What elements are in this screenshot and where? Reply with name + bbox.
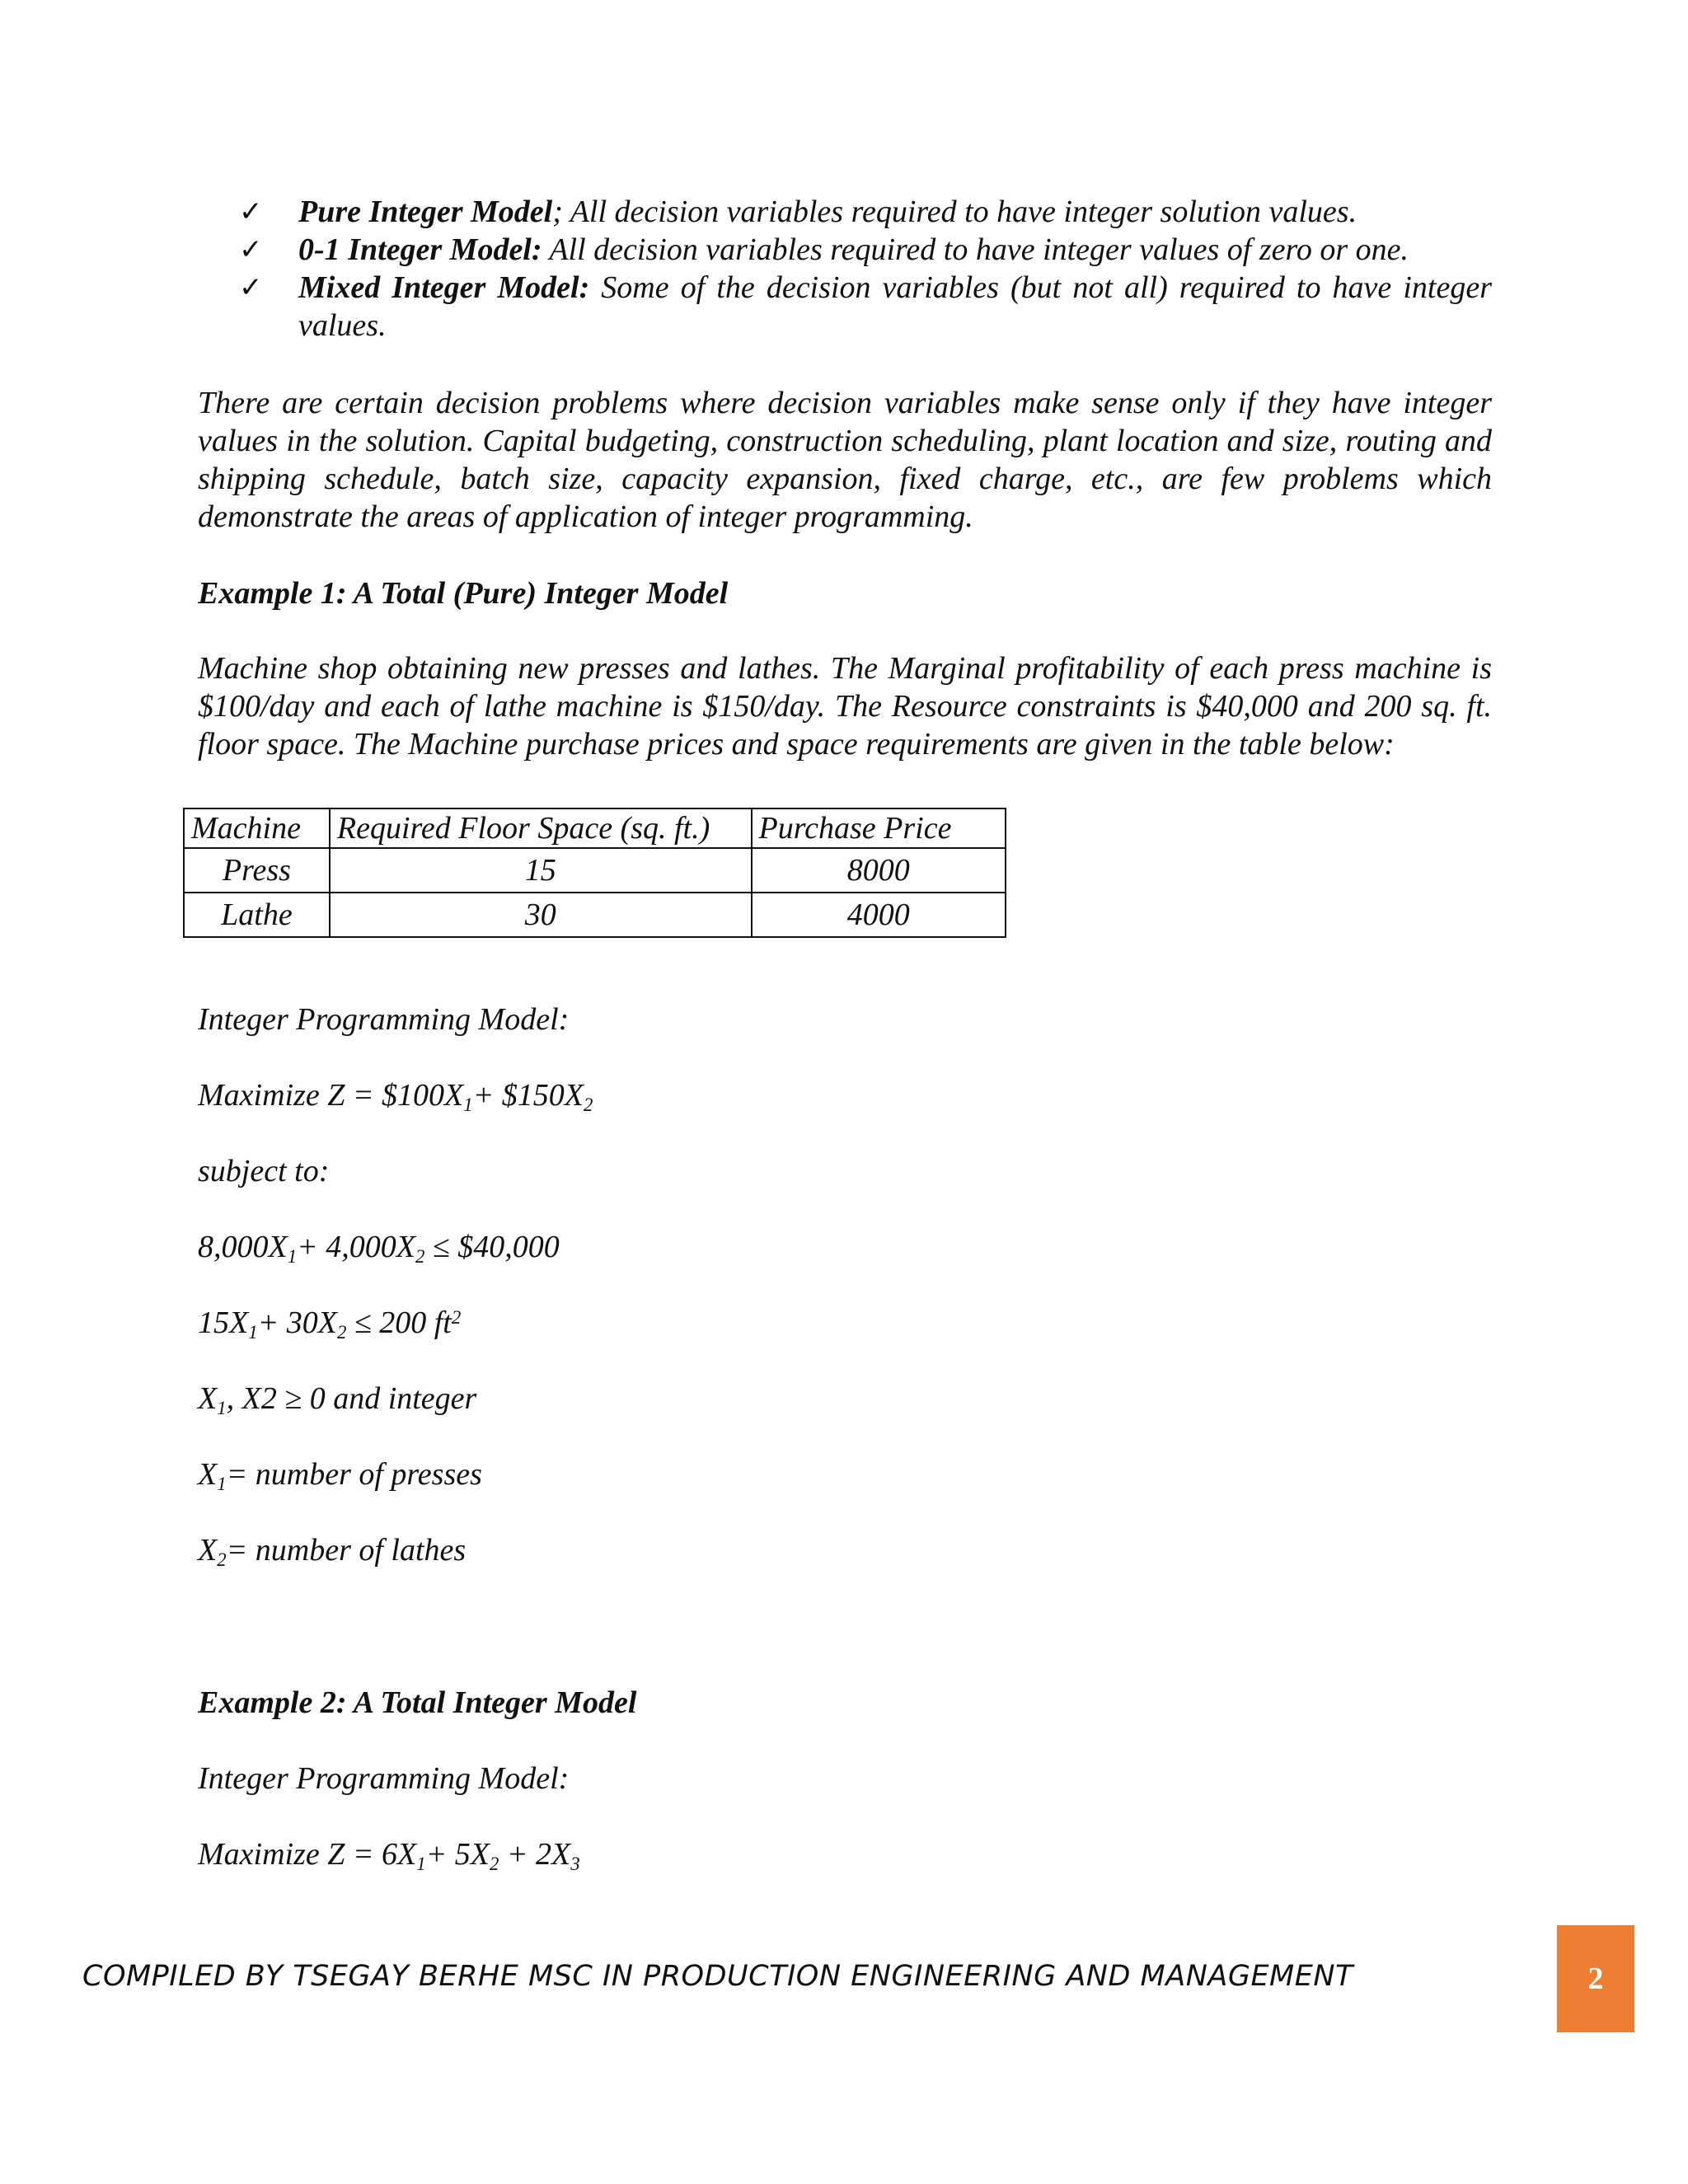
bullet-text: All decision variables required to have integer values of zero or one. xyxy=(542,232,1409,267)
list-item xyxy=(239,231,1492,269)
table-header-row xyxy=(184,808,1006,848)
table-cell: 4000 xyxy=(752,893,1006,937)
nonnegativity-constraint: $X_1$, X2 ≥ 0 and integer xyxy=(198,1381,477,1418)
page-number: 2 xyxy=(1557,1925,1634,2032)
budget-constraint: $8,000X_1+ 4,000X_2$ ≤ $40,000 xyxy=(198,1230,560,1267)
model-type-list xyxy=(239,193,1492,344)
table-row xyxy=(184,848,1006,893)
machine-table xyxy=(183,808,1006,938)
space-constraint: $15X_1+ 30X_2 \le 200$ $ft^2$ xyxy=(198,1305,462,1343)
bullet-term: Mixed Integer Model: xyxy=(298,270,590,305)
example-2-heading: Example 2: A Total Integer Model xyxy=(198,1685,637,1720)
table-header-cell: Required Floor Space (sq. ft.) xyxy=(330,808,752,848)
list-item xyxy=(239,269,1492,344)
objective-function: Maximize $Z = \$100X_1+$ $\$150X_2$ xyxy=(198,1078,593,1115)
bullet-separator: ; xyxy=(552,194,563,229)
objective-function: Maximize $Z = 6X_1+ 5X_2 + 2X_3$ xyxy=(198,1837,580,1874)
example-1-paragraph: Machine shop obtaining new presses and lathes. The Marginal profitability of each press machine is $100/day and each of lathe machine is $150/day. The Resource constraints is $40,000 and 200 sq. ft. floor space. The Machine purchase prices and space requirements are given in the table below: xyxy=(198,651,1492,762)
table-cell: 8000 xyxy=(752,848,1006,893)
table-cell: Lathe xyxy=(184,893,330,937)
table-header-cell: Purchase Price xyxy=(752,808,1006,848)
table-cell: 15 xyxy=(330,848,752,893)
variable-definition-x2: $X_2=$ number of lathes xyxy=(198,1533,467,1570)
bullet-text: All decision variables required to have integer solution values. xyxy=(562,194,1357,229)
intro-paragraph: There are certain decision problems where decision variables make sense only if they have integer values in the solution. Capital budgeting, construction scheduling, plant location and size, routing and shipping schedule, batch size, capacity expansion, fixed charge, etc., are few problems which demonstrate the areas of application of integer programming. xyxy=(198,386,1492,534)
variable-definition-x1: $X_1=$ number of presses xyxy=(198,1457,482,1494)
bullet-text: Some of the decision variables (but not all) required to have integer values. xyxy=(298,270,1492,343)
checkmark-icon: ✓ xyxy=(239,271,263,304)
list-item xyxy=(239,193,1492,231)
model-label: Integer Programming Model: xyxy=(198,1002,570,1037)
subject-to-label: subject to: xyxy=(198,1154,330,1188)
table-cell: 30 xyxy=(330,893,752,937)
footer-text: COMPILED BY TSEGAY BERHE MSC IN PRODUCTION ENGINEERING AND MANAGEMENT xyxy=(82,1960,1353,1993)
example-1-heading: Example 1: A Total (Pure) Integer Model xyxy=(198,576,729,611)
bullet-term: Pure Integer Model xyxy=(298,194,553,229)
table-cell: Press xyxy=(184,848,330,893)
bullet-term: 0-1 Integer Model: xyxy=(298,232,542,267)
checkmark-icon: ✓ xyxy=(239,195,263,228)
checkmark-icon: ✓ xyxy=(239,233,263,266)
table-header-cell: Machine xyxy=(184,808,330,848)
model-label: Integer Programming Model: xyxy=(198,1761,570,1796)
table-row xyxy=(184,893,1006,937)
